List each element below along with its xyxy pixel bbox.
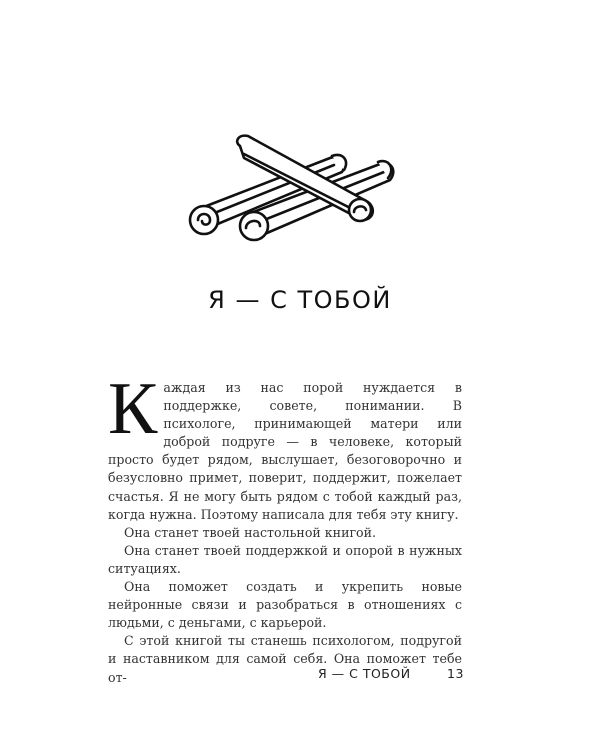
body-text [108, 368, 462, 687]
paragraph: Она поможет создать и укрепить новые нейронные связи и разобраться в отношениях с людьми, с деньгами, с карьерой. [108, 579, 462, 631]
chapter-title: Я — С ТОБОЙ [208, 286, 392, 314]
running-footer [0, 666, 600, 686]
page-number: 13 [447, 666, 464, 681]
paragraph: Она станет твоей настольной книгой. [124, 524, 377, 540]
paragraph: Она станет твоей поддержкой и опорой в нужных ситуациях. [108, 542, 462, 576]
cinnamon-sticks-icon [182, 128, 422, 248]
paragraph: Каждая из нас порой нуждается в поддержке, совете, понимании. В психологе, принимающей матери или доброй подруге — в человеке, который просто будет рядом, выслушает, безоговорочно и безусловно примет, поверит, поддержит, пожелает счастья. Я не могу быть рядом с тобой каждый раз, когда нужна. Поэтому написала для тебя эту книгу. [108, 368, 462, 522]
paragraph: С этой книгой ты станешь психологом, подругой и наставником для самой себя. Она поможет тебе от- [108, 633, 462, 685]
drop-cap: К [108, 368, 158, 450]
running-title: Я — С ТОБОЙ [318, 666, 411, 681]
